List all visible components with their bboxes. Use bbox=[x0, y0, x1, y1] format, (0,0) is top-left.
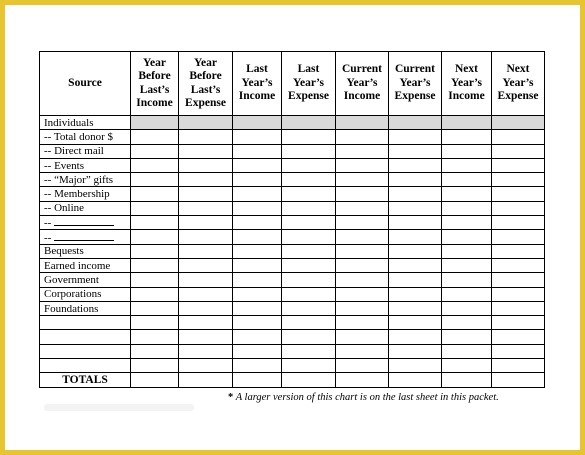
table-cell bbox=[442, 158, 492, 172]
table-row bbox=[40, 216, 545, 230]
table-cell bbox=[442, 373, 492, 387]
table-cell bbox=[336, 287, 389, 301]
table-cell bbox=[442, 230, 492, 244]
table-cell bbox=[233, 144, 282, 158]
table-cell bbox=[233, 158, 282, 172]
table-cell bbox=[389, 116, 442, 130]
table-cell bbox=[389, 344, 442, 358]
row-label: Foundations bbox=[40, 301, 131, 315]
table-cell bbox=[336, 230, 389, 244]
table-cell bbox=[233, 301, 282, 315]
table-cell bbox=[179, 287, 233, 301]
table-cell bbox=[179, 344, 233, 358]
table-cell bbox=[442, 359, 492, 373]
faded-watermark bbox=[44, 404, 194, 411]
table-cell bbox=[233, 216, 282, 230]
table-row bbox=[40, 187, 545, 201]
table-cell bbox=[282, 130, 336, 144]
totals-label: TOTALS bbox=[40, 373, 131, 387]
table-cell bbox=[442, 173, 492, 187]
table-cell bbox=[282, 273, 336, 287]
header-row bbox=[40, 52, 545, 116]
row-label: -- Online bbox=[40, 201, 131, 215]
table-cell bbox=[389, 287, 442, 301]
row-label bbox=[40, 330, 131, 344]
column-header: Current Year’s Expense bbox=[389, 52, 442, 116]
table-row bbox=[40, 244, 545, 258]
table-body bbox=[40, 116, 545, 388]
table-cell bbox=[492, 273, 545, 287]
table-cell bbox=[233, 344, 282, 358]
table-cell bbox=[233, 258, 282, 272]
table-cell bbox=[336, 316, 389, 330]
table-cell bbox=[442, 187, 492, 201]
table-cell bbox=[282, 359, 336, 373]
table-cell bbox=[131, 273, 179, 287]
table-cell bbox=[389, 244, 442, 258]
table-cell bbox=[282, 316, 336, 330]
table-cell bbox=[389, 330, 442, 344]
table-cell bbox=[442, 287, 492, 301]
row-label: -- “Major” gifts bbox=[40, 173, 131, 187]
table-cell bbox=[233, 359, 282, 373]
table-row bbox=[40, 130, 545, 144]
table-cell bbox=[442, 144, 492, 158]
table-cell bbox=[282, 216, 336, 230]
table-cell bbox=[179, 201, 233, 215]
row-label: -- Events bbox=[40, 158, 131, 172]
table-cell bbox=[179, 173, 233, 187]
row-label: -- bbox=[40, 230, 131, 244]
table-row bbox=[40, 144, 545, 158]
table-cell bbox=[282, 187, 336, 201]
table-cell bbox=[492, 158, 545, 172]
table-cell bbox=[389, 158, 442, 172]
footnote bbox=[228, 392, 499, 403]
table-cell bbox=[442, 116, 492, 130]
table-cell bbox=[492, 201, 545, 215]
table-cell bbox=[282, 258, 336, 272]
table-cell bbox=[282, 344, 336, 358]
totals-row bbox=[40, 373, 545, 387]
row-label: Individuals bbox=[40, 116, 131, 130]
table-cell bbox=[492, 316, 545, 330]
table-cell bbox=[336, 244, 389, 258]
table-row bbox=[40, 301, 545, 315]
row-label: -- Membership bbox=[40, 187, 131, 201]
row-label: Bequests bbox=[40, 244, 131, 258]
table-cell bbox=[233, 230, 282, 244]
table-cell bbox=[233, 201, 282, 215]
fill-in-blank-line bbox=[54, 231, 114, 241]
table-row bbox=[40, 258, 545, 272]
row-label: Earned income bbox=[40, 258, 131, 272]
table-cell bbox=[179, 144, 233, 158]
row-label: -- Direct mail bbox=[40, 144, 131, 158]
table-row bbox=[40, 359, 545, 373]
table-cell bbox=[336, 158, 389, 172]
table-cell bbox=[492, 344, 545, 358]
table-cell bbox=[282, 330, 336, 344]
table-cell bbox=[389, 273, 442, 287]
table-cell bbox=[336, 273, 389, 287]
table-cell bbox=[336, 116, 389, 130]
table-cell bbox=[233, 244, 282, 258]
table-cell bbox=[233, 373, 282, 387]
table-cell bbox=[179, 187, 233, 201]
table-cell bbox=[492, 187, 545, 201]
table-cell bbox=[179, 216, 233, 230]
table-cell bbox=[336, 359, 389, 373]
table-cell bbox=[282, 116, 336, 130]
column-header: Next Year’s Expense bbox=[492, 52, 545, 116]
table-cell bbox=[492, 258, 545, 272]
table-cell bbox=[389, 130, 442, 144]
table-cell bbox=[282, 201, 336, 215]
table-cell bbox=[336, 216, 389, 230]
table-cell bbox=[389, 230, 442, 244]
table-cell bbox=[233, 287, 282, 301]
table-cell bbox=[442, 301, 492, 315]
table-cell bbox=[336, 373, 389, 387]
table-cell bbox=[179, 130, 233, 144]
column-header: Last Year’s Income bbox=[233, 52, 282, 116]
table-cell bbox=[492, 144, 545, 158]
column-header: Year Before Last’s Expense bbox=[179, 52, 233, 116]
table-cell bbox=[442, 258, 492, 272]
table-cell bbox=[131, 116, 179, 130]
table-cell bbox=[179, 116, 233, 130]
table-cell bbox=[336, 258, 389, 272]
table-cell bbox=[179, 258, 233, 272]
table-cell bbox=[389, 173, 442, 187]
table-row bbox=[40, 158, 545, 172]
table-row bbox=[40, 116, 545, 130]
table-cell bbox=[179, 230, 233, 244]
table-cell bbox=[389, 216, 442, 230]
table-row bbox=[40, 344, 545, 358]
row-label bbox=[40, 316, 131, 330]
table-cell bbox=[336, 187, 389, 201]
table-cell bbox=[389, 359, 442, 373]
row-label: Government bbox=[40, 273, 131, 287]
table-cell bbox=[131, 130, 179, 144]
row-label: Corporations bbox=[40, 287, 131, 301]
table-cell bbox=[131, 201, 179, 215]
table-cell bbox=[131, 316, 179, 330]
table-cell bbox=[492, 130, 545, 144]
table-cell bbox=[233, 273, 282, 287]
table-cell bbox=[131, 287, 179, 301]
table-cell bbox=[389, 373, 442, 387]
table-cell bbox=[492, 373, 545, 387]
table-cell bbox=[442, 273, 492, 287]
table-cell bbox=[336, 130, 389, 144]
table-cell bbox=[179, 273, 233, 287]
table-cell bbox=[492, 301, 545, 315]
table-cell bbox=[442, 344, 492, 358]
table-cell bbox=[389, 316, 442, 330]
table-cell bbox=[233, 330, 282, 344]
table-cell bbox=[179, 373, 233, 387]
budget-table bbox=[39, 51, 545, 388]
table-cell bbox=[282, 230, 336, 244]
table-cell bbox=[336, 330, 389, 344]
row-label: -- Total donor $ bbox=[40, 130, 131, 144]
table-cell bbox=[336, 144, 389, 158]
table-cell bbox=[282, 373, 336, 387]
table-cell bbox=[492, 287, 545, 301]
table-cell bbox=[131, 158, 179, 172]
table-cell bbox=[131, 301, 179, 315]
table-cell bbox=[233, 316, 282, 330]
column-header: Last Year’s Expense bbox=[282, 52, 336, 116]
table-cell bbox=[131, 173, 179, 187]
table-cell bbox=[282, 158, 336, 172]
row-label bbox=[40, 344, 131, 358]
table-cell bbox=[336, 201, 389, 215]
table-cell bbox=[492, 230, 545, 244]
table-row bbox=[40, 173, 545, 187]
row-label bbox=[40, 359, 131, 373]
table-cell bbox=[282, 144, 336, 158]
table-cell bbox=[442, 130, 492, 144]
table-cell bbox=[179, 244, 233, 258]
table-cell bbox=[131, 230, 179, 244]
table-cell bbox=[131, 373, 179, 387]
table-cell bbox=[131, 216, 179, 230]
table-cell bbox=[336, 301, 389, 315]
table-cell bbox=[442, 330, 492, 344]
table-cell bbox=[131, 258, 179, 272]
table-row bbox=[40, 201, 545, 215]
table-cell bbox=[492, 244, 545, 258]
table-cell bbox=[233, 173, 282, 187]
table-cell bbox=[282, 287, 336, 301]
table-cell bbox=[131, 359, 179, 373]
row-label: -- bbox=[40, 216, 131, 230]
table-cell bbox=[131, 187, 179, 201]
fill-in-blank-line bbox=[54, 216, 114, 226]
table-cell bbox=[179, 158, 233, 172]
table-row bbox=[40, 230, 545, 244]
table-cell bbox=[131, 344, 179, 358]
table-cell bbox=[282, 244, 336, 258]
table-cell bbox=[442, 316, 492, 330]
table-cell bbox=[442, 244, 492, 258]
table-cell bbox=[179, 359, 233, 373]
table-cell bbox=[179, 301, 233, 315]
column-header: Year Before Last’s Income bbox=[131, 52, 179, 116]
table-row bbox=[40, 330, 545, 344]
table-cell bbox=[492, 359, 545, 373]
table-cell bbox=[442, 216, 492, 230]
footnote-star: * bbox=[228, 392, 234, 403]
table-row bbox=[40, 316, 545, 330]
table-cell bbox=[282, 301, 336, 315]
table-cell bbox=[131, 330, 179, 344]
table-cell bbox=[389, 201, 442, 215]
table-cell bbox=[131, 244, 179, 258]
table-cell bbox=[389, 301, 442, 315]
table-cell bbox=[179, 330, 233, 344]
table-cell bbox=[442, 201, 492, 215]
table-cell bbox=[492, 330, 545, 344]
footnote-text: A larger version of this chart is on the last sheet in this packet. bbox=[235, 392, 499, 403]
table-cell bbox=[336, 173, 389, 187]
column-header-source: Source bbox=[40, 52, 131, 116]
column-header: Current Year’s Income bbox=[336, 52, 389, 116]
table-cell bbox=[233, 187, 282, 201]
table-cell bbox=[389, 187, 442, 201]
table-row bbox=[40, 287, 545, 301]
table-cell bbox=[233, 116, 282, 130]
table-row bbox=[40, 273, 545, 287]
table-cell bbox=[389, 258, 442, 272]
table-cell bbox=[492, 116, 545, 130]
table-cell bbox=[492, 173, 545, 187]
table-cell bbox=[131, 144, 179, 158]
table-cell bbox=[389, 144, 442, 158]
table-cell bbox=[282, 173, 336, 187]
table-cell bbox=[336, 344, 389, 358]
table-cell bbox=[233, 130, 282, 144]
table-cell bbox=[179, 316, 233, 330]
table-cell bbox=[492, 216, 545, 230]
column-header: Next Year’s Income bbox=[442, 52, 492, 116]
